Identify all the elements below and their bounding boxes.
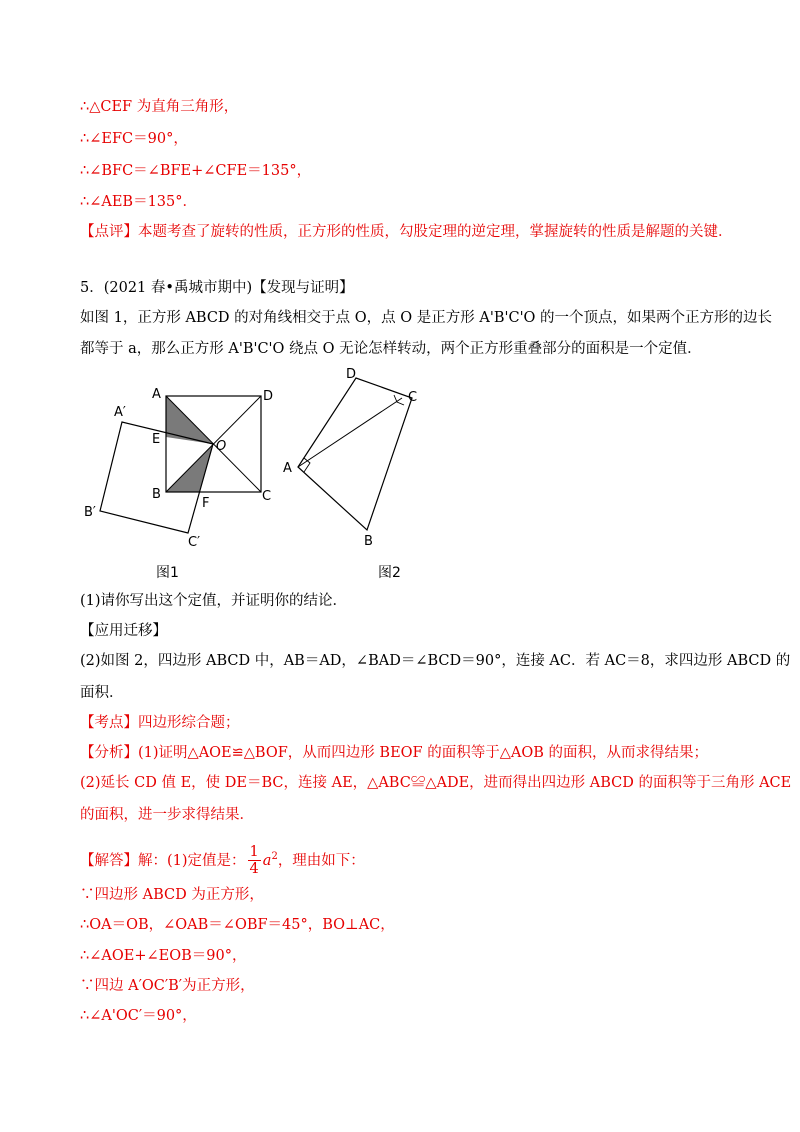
figure-2-caption: 图2 — [378, 565, 401, 580]
jieda-exponent: 2 — [271, 851, 278, 862]
question-part-2a: (2)如图 2，四边形 ABCD 中，AB＝AD，∠BAD＝∠BCD＝90°，连接 AC．若 AC＝8，求四边形 ABCD 的 — [80, 653, 791, 669]
solution-line-1: ∴△CEF 为直角三角形， — [80, 99, 239, 115]
figure-1-label-c: C — [262, 489, 272, 504]
question-paragraph-1: 如图 1，正方形 ABCD 的对角线相交于点 O，点 O 是正方形 A'B'C'O 的一个顶点，如果两个正方形的边长 — [80, 310, 773, 326]
figure-1-label-o: O — [216, 439, 227, 454]
fenxi-tag: 【分析】 — [80, 745, 138, 761]
figure-1-label-d: D — [263, 389, 274, 404]
comment-text: 本题考查了旋转的性质，正方形的性质，勾股定理的逆定理，掌握旋转的性质是解题的关键． — [138, 224, 733, 240]
figure-1-label-f: F — [202, 496, 210, 511]
solution-line-4: ∴∠AEB＝135°． — [80, 194, 198, 210]
fenxi-line-2a: (2)延长 CD 值 E，使 DE＝BC，连接 AE，△ABC≌△ADE，进而得出四边形 ABCD 的面积等于三角形 ACE — [80, 775, 792, 791]
figure-1-label-a: A — [152, 387, 161, 402]
figure-2-quadrilateral — [298, 378, 412, 530]
fraction-denominator: 4 — [249, 861, 259, 878]
jieda-post: ，理由如下： — [277, 852, 365, 869]
comment-tag: 【点评】 — [80, 224, 138, 240]
figure-1-label-e: E — [152, 432, 161, 447]
figure-2-label-a: A — [283, 461, 292, 476]
proof-line-2: ∴OA＝OB，∠OAB＝∠OBF＝45°，BO⊥AC， — [80, 917, 395, 933]
proof-line-4: ∵四边 A′OC′B′为正方形， — [80, 978, 255, 994]
kaodian-text: 四边形综合题； — [138, 715, 240, 731]
jieda-pre: 解：(1)定值是： — [138, 852, 246, 869]
figure-1-label-b: B — [152, 487, 161, 502]
jieda-variable: a — [262, 852, 272, 869]
jieda-line — [80, 840, 365, 878]
kaodian-line — [80, 713, 240, 733]
figure-2-label-c: C — [408, 390, 418, 405]
fenxi-line-2b: 的面积，进一步求得结果． — [80, 807, 254, 823]
figure-1-label-b-prime: B′ — [84, 505, 96, 520]
question-paragraph-2: 都等于 a，那么正方形 A'B'C'O 绕点 O 无论怎样转动，两个正方形重叠部分的面积是一个定值． — [80, 341, 702, 357]
proof-line-1: ∵四边形 ABCD 为正方形， — [80, 887, 264, 903]
figure-1 — [80, 370, 290, 580]
figure-2-label-d: D — [346, 367, 357, 382]
proof-line-3: ∴∠AOE+∠EOB＝90°， — [80, 948, 247, 964]
figure-2-label-b: B — [364, 534, 373, 549]
question-header: 5．(2021 春•禹城市期中)【发现与证明】 — [80, 280, 354, 296]
apply-header: 【应用迁移】 — [80, 623, 167, 639]
figure-2-diagonal-ac — [298, 398, 402, 467]
figure-1-label-a-prime: A′ — [114, 405, 126, 420]
comment-line — [80, 222, 733, 242]
solution-line-2: ∴∠EFC＝90°， — [80, 131, 188, 147]
kaodian-tag: 【考点】 — [80, 715, 138, 731]
figure-2 — [280, 362, 430, 580]
fraction-one-quarter — [248, 844, 261, 877]
fenxi-line — [80, 743, 708, 763]
question-part-2b: 面积． — [80, 685, 124, 701]
figure-1-label-c-prime: C′ — [188, 535, 201, 550]
fraction-numerator: 1 — [249, 844, 259, 861]
proof-line-5: ∴∠A'OC′＝90°， — [80, 1008, 197, 1024]
fenxi-text: (1)证明△AOE≌△BOF，从而四边形 BEOF 的面积等于△AOB 的面积，从而求得结果； — [138, 745, 708, 761]
jieda-tag: 【解答】 — [80, 852, 138, 869]
figure-1-caption: 图1 — [156, 565, 179, 580]
solution-line-3: ∴∠BFC＝∠BFE+∠CFE＝135°， — [80, 163, 312, 179]
question-part-1: (1)请你写出这个定值，并证明你的结论． — [80, 593, 348, 609]
